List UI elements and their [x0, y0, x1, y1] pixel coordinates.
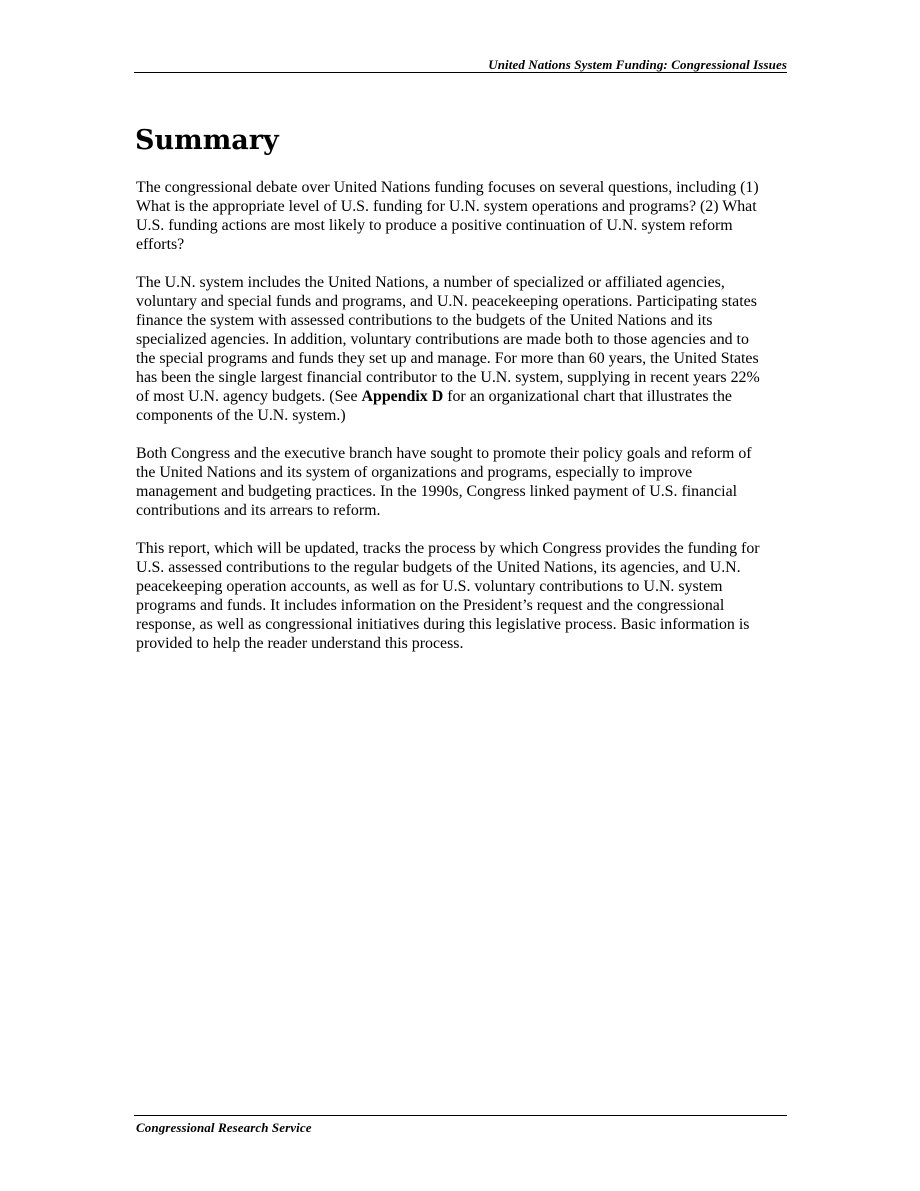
text-line: voluntary and special funds and programs, and U.N. peacekeeping operations. Participating states [136, 293, 757, 310]
text-line: components of the U.N. system.) [136, 407, 346, 424]
text-line: U.S. funding actions are most likely to produce a positive continuation of U.N. system reform [136, 217, 733, 234]
text-segment: for an organizational chart that illustrates the [443, 388, 732, 405]
text-line: efforts? [136, 236, 185, 253]
text-line: programs and funds. It includes information on the President’s request and the congressional [136, 597, 725, 614]
summary-body [136, 178, 788, 672]
text-line: contributions and its arrears to reform. [136, 502, 381, 519]
text-line: The U.N. system includes the United Nations, a number of specialized or affiliated agencies, [136, 274, 725, 291]
text-line: peacekeeping operation accounts, as well as for U.S. voluntary contributions to U.N. system [136, 578, 723, 595]
paragraph-un-system [136, 273, 788, 425]
text-line: This report, which will be updated, tracks the process by which Congress provides the funding for [136, 540, 760, 557]
text-line: finance the system with assessed contributions to the budgets of the United Nations and its [136, 312, 713, 329]
text-line: specialized agencies. In addition, voluntary contributions are made both to those agencies and to [136, 331, 749, 348]
text-line [136, 387, 788, 406]
running-footer-publisher: Congressional Research Service [136, 1120, 312, 1135]
paragraph-report-scope [136, 539, 788, 653]
text-line: What is the appropriate level of U.S. funding for U.N. system operations and programs? (2) What [136, 198, 757, 215]
text-line: has been the single largest financial contributor to the U.N. system, supplying in recent years 22% [136, 369, 760, 386]
text-line: Both Congress and the executive branch have sought to promote their policy goals and reform of [136, 445, 752, 462]
running-header-title: United Nations System Funding: Congressional Issues [488, 57, 787, 72]
appendix-d-reference: Appendix D [361, 388, 444, 405]
text-line: the United Nations and its system of organizations and programs, especially to improve [136, 464, 693, 481]
text-line: response, as well as congressional initiatives during this legislative process. Basic information is [136, 616, 750, 633]
section-heading: Summary [135, 125, 279, 156]
text-line: The congressional debate over United Nations funding focuses on several questions, including (1) [136, 179, 759, 196]
footer-divider [134, 1115, 787, 1116]
text-segment: of most U.N. agency budgets. (See [136, 388, 362, 405]
header-divider [134, 72, 787, 73]
text-line: provided to help the reader understand this process. [136, 635, 464, 652]
paragraph-debate-questions [136, 178, 788, 254]
text-line: the special programs and funds they set up and manage. For more than 60 years, the United States [136, 350, 759, 367]
text-line: U.S. assessed contributions to the regular budgets of the United Nations, its agencies, and U.N. [136, 559, 741, 576]
text-line: management and budgeting practices. In the 1990s, Congress linked payment of U.S. financial [136, 483, 738, 500]
paragraph-policy-goals [136, 444, 788, 520]
